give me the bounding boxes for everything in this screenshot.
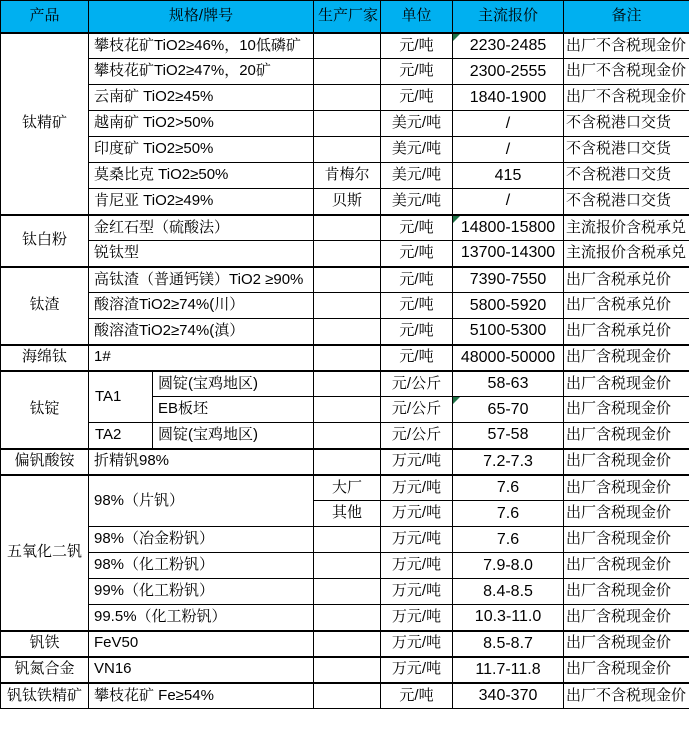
excel-error-flag-icon [453, 216, 460, 223]
note-cell[interactable]: 出厂含税现金价 [564, 449, 689, 475]
note-cell[interactable]: 主流报价含税承兑 [564, 215, 689, 241]
note-cell[interactable]: 出厂含税承兑价 [564, 267, 689, 293]
spec-cell[interactable]: 1# [89, 345, 314, 371]
vendor-cell[interactable] [314, 579, 381, 605]
spec-cell[interactable]: 肯尼亚 TiO2≥49% [89, 189, 314, 215]
grade-cell[interactable]: TA1 [89, 371, 153, 423]
unit-cell[interactable]: 元/吨 [381, 215, 453, 241]
price-cell[interactable]: 7.2-7.3 [453, 449, 564, 475]
table-row [1, 163, 689, 189]
product-cell[interactable]: 钒铁 [1, 631, 89, 657]
excel-error-flag-icon [453, 34, 460, 41]
unit-cell[interactable]: 元/吨 [381, 267, 453, 293]
vendor-cell[interactable] [314, 371, 381, 397]
note-cell[interactable]: 出厂含税现金价 [564, 657, 689, 683]
price-cell[interactable]: 2300-2555 [453, 59, 564, 85]
table-row [1, 605, 689, 631]
unit-cell[interactable]: 万元/吨 [381, 605, 453, 631]
unit-cell[interactable]: 元/吨 [381, 683, 453, 709]
price-value: 2230-2485 [469, 36, 547, 54]
price-cell[interactable]: 58-63 [453, 371, 564, 397]
unit-cell[interactable]: 元/公斤 [381, 423, 453, 449]
vendor-cell[interactable]: 大厂 [314, 475, 381, 501]
price-cell[interactable] [453, 397, 564, 423]
spec-cell[interactable]: 酸溶渣TiO2≥74%(川） [89, 293, 314, 319]
note-cell[interactable]: 出厂含税现金价 [564, 631, 689, 657]
price-cell[interactable]: 8.4-8.5 [453, 579, 564, 605]
vendor-cell[interactable]: 其他 [314, 501, 381, 527]
price-cell[interactable]: 5800-5920 [453, 293, 564, 319]
product-cell[interactable]: 五氧化二钒 [1, 475, 89, 631]
note-cell[interactable]: 出厂含税现金价 [564, 475, 689, 501]
table-row [1, 293, 689, 319]
spec-cell[interactable]: 折精钒98% [89, 449, 314, 475]
unit-cell[interactable]: 元/吨 [381, 319, 453, 345]
header-spec[interactable]: 规格/牌号 [89, 1, 314, 33]
table-row [1, 423, 689, 449]
table-row [1, 111, 689, 137]
price-cell[interactable]: 7.6 [453, 501, 564, 527]
unit-cell[interactable]: 美元/吨 [381, 163, 453, 189]
note-cell[interactable]: 出厂含税现金价 [564, 527, 689, 553]
table-row [1, 137, 689, 163]
spec-cell[interactable]: 攀枝花矿TiO2≥46%，10低磷矿 [89, 33, 314, 59]
spec-cell[interactable]: 圆锭(宝鸡地区) [153, 371, 314, 397]
spec-cell[interactable]: 99.5%（化工粉钒） [89, 605, 314, 631]
note-cell[interactable]: 不含税港口交货 [564, 163, 689, 189]
table-row [1, 33, 689, 59]
vendor-cell[interactable] [314, 267, 381, 293]
unit-cell[interactable]: 元/吨 [381, 85, 453, 111]
spec-cell[interactable]: 金红石型（硫酸法） [89, 215, 314, 241]
table-row [1, 449, 689, 475]
price-cell[interactable]: 340-370 [453, 683, 564, 709]
price-cell[interactable]: 8.5-8.7 [453, 631, 564, 657]
vendor-cell[interactable]: 肯梅尔 [314, 163, 381, 189]
table-row [1, 553, 689, 579]
spec-cell[interactable]: 98%（片钒） [89, 475, 314, 527]
price-cell[interactable] [453, 215, 564, 241]
unit-cell[interactable]: 万元/吨 [381, 527, 453, 553]
table-row [1, 657, 689, 683]
table-row [1, 267, 689, 293]
vendor-cell[interactable] [314, 449, 381, 475]
vendor-cell[interactable] [314, 527, 381, 553]
note-cell[interactable]: 不含税港口交货 [564, 137, 689, 163]
note-cell[interactable]: 不含税港口交货 [564, 189, 689, 215]
vendor-cell[interactable] [314, 631, 381, 657]
table-row [1, 345, 689, 371]
note-cell[interactable]: 出厂不含税现金价 [564, 683, 689, 709]
price-cell[interactable]: 415 [453, 163, 564, 189]
vendor-cell[interactable] [314, 111, 381, 137]
price-cell[interactable]: 10.3-11.0 [453, 605, 564, 631]
price-cell[interactable]: 1840-1900 [453, 85, 564, 111]
price-cell[interactable]: 11.7-11.8 [453, 657, 564, 683]
price-cell[interactable]: 13700-14300 [453, 241, 564, 267]
vendor-cell[interactable] [314, 319, 381, 345]
price-cell[interactable]: 48000-50000 [453, 345, 564, 371]
price-cell[interactable]: 57-58 [453, 423, 564, 449]
product-cell[interactable]: 海绵钛 [1, 345, 89, 371]
spec-cell[interactable]: 锐钛型 [89, 241, 314, 267]
vendor-cell[interactable] [314, 423, 381, 449]
spec-cell[interactable]: 攀枝花矿TiO2≥47%，20矿 [89, 59, 314, 85]
header-note[interactable]: 备注 [564, 1, 689, 33]
unit-cell[interactable]: 美元/吨 [381, 137, 453, 163]
note-cell[interactable]: 出厂含税现金价 [564, 579, 689, 605]
spec-cell[interactable]: 越南矿 TiO2>50% [89, 111, 314, 137]
price-cell[interactable]: 7.6 [453, 475, 564, 501]
note-cell[interactable]: 不含税港口交货 [564, 111, 689, 137]
unit-cell[interactable]: 万元/吨 [381, 501, 453, 527]
product-cell[interactable]: 钒氮合金 [1, 657, 89, 683]
product-cell[interactable]: 钛渣 [1, 267, 89, 345]
table-row [1, 59, 689, 85]
note-cell[interactable]: 出厂含税现金价 [564, 605, 689, 631]
price-cell[interactable]: 7390-7550 [453, 267, 564, 293]
spec-cell[interactable]: 云南矿 TiO2≥45% [89, 85, 314, 111]
unit-cell[interactable]: 万元/吨 [381, 449, 453, 475]
note-cell[interactable]: 出厂含税现金价 [564, 345, 689, 371]
spec-cell[interactable]: VN16 [89, 657, 314, 683]
spec-cell[interactable]: 高钛渣（普通钙镁）TiO2 ≥90% [89, 267, 314, 293]
spec-cell[interactable]: 攀枝花矿 Fe≥54% [89, 683, 314, 709]
product-cell[interactable]: 钛白粉 [1, 215, 89, 267]
price-cell[interactable]: 5100-5300 [453, 319, 564, 345]
unit-cell[interactable]: 万元/吨 [381, 475, 453, 501]
price-cell[interactable]: / [453, 189, 564, 215]
vendor-cell[interactable] [314, 33, 381, 59]
table-row [1, 475, 689, 501]
price-cell[interactable]: 7.9-8.0 [453, 553, 564, 579]
note-cell[interactable]: 出厂不含税现金价 [564, 33, 689, 59]
price-cell[interactable]: / [453, 137, 564, 163]
vendor-cell[interactable] [314, 683, 381, 709]
note-cell[interactable]: 出厂含税承兑价 [564, 293, 689, 319]
unit-cell[interactable]: 元/吨 [381, 293, 453, 319]
note-cell[interactable]: 出厂含税现金价 [564, 397, 689, 423]
table-row [1, 215, 689, 241]
vendor-cell[interactable] [314, 345, 381, 371]
vendor-cell[interactable] [314, 605, 381, 631]
header-price[interactable]: 主流报价 [453, 1, 564, 33]
header-product[interactable]: 产品 [1, 1, 89, 33]
table-row [1, 371, 689, 397]
price-value: 14800-15800 [460, 218, 556, 236]
unit-cell[interactable]: 美元/吨 [381, 189, 453, 215]
unit-cell[interactable]: 元/吨 [381, 33, 453, 59]
vendor-cell[interactable] [314, 293, 381, 319]
price-cell[interactable]: 7.6 [453, 527, 564, 553]
vendor-cell[interactable] [314, 397, 381, 423]
vendor-cell[interactable] [314, 85, 381, 111]
spec-cell[interactable]: FeV50 [89, 631, 314, 657]
note-cell[interactable]: 主流报价含税承兑 [564, 241, 689, 267]
spec-cell[interactable]: 99%（化工粉钒） [89, 579, 314, 605]
unit-cell[interactable]: 万元/吨 [381, 631, 453, 657]
note-cell[interactable]: 出厂含税现金价 [564, 553, 689, 579]
spec-cell[interactable]: 98%（冶金粉钒） [89, 527, 314, 553]
unit-cell[interactable]: 美元/吨 [381, 111, 453, 137]
note-cell[interactable]: 出厂含税承兑价 [564, 319, 689, 345]
unit-cell[interactable]: 元/公斤 [381, 371, 453, 397]
header-unit[interactable]: 单位 [381, 1, 453, 33]
excel-error-flag-icon [453, 397, 460, 404]
table-row [1, 631, 689, 657]
header-row [1, 1, 689, 33]
unit-cell[interactable]: 元/吨 [381, 59, 453, 85]
product-cell[interactable]: 钛锭 [1, 371, 89, 449]
table-row [1, 579, 689, 605]
table-row [1, 85, 689, 111]
price-cell[interactable]: / [453, 111, 564, 137]
table-row [1, 241, 689, 267]
grade-cell[interactable]: TA2 [89, 423, 153, 449]
vendor-cell[interactable] [314, 553, 381, 579]
vendor-cell[interactable] [314, 59, 381, 85]
table-row [1, 319, 689, 345]
product-cell[interactable]: 偏钒酸铵 [1, 449, 89, 475]
unit-cell[interactable]: 万元/吨 [381, 553, 453, 579]
vendor-cell[interactable] [314, 657, 381, 683]
vendor-cell[interactable] [314, 241, 381, 267]
table-row [1, 189, 689, 215]
product-cell[interactable]: 钒钛铁精矿 [1, 683, 89, 709]
spec-cell[interactable]: 印度矿 TiO2≥50% [89, 137, 314, 163]
price-cell[interactable] [453, 33, 564, 59]
table-row [1, 527, 689, 553]
spec-cell[interactable]: EB板坯 [153, 397, 314, 423]
note-cell[interactable]: 出厂含税现金价 [564, 371, 689, 397]
spec-cell[interactable]: 98%（化工粉钒） [89, 553, 314, 579]
unit-cell[interactable]: 万元/吨 [381, 657, 453, 683]
note-cell[interactable]: 出厂不含税现金价 [564, 85, 689, 111]
note-cell[interactable]: 出厂不含税现金价 [564, 59, 689, 85]
spec-cell[interactable]: 莫桑比克 TiO2≥50% [89, 163, 314, 189]
note-cell[interactable]: 出厂含税现金价 [564, 423, 689, 449]
spec-cell[interactable]: 酸溶渣TiO2≥74%(滇） [89, 319, 314, 345]
table-row [1, 683, 689, 709]
header-vendor[interactable]: 生产厂家 [314, 1, 381, 33]
product-cell[interactable]: 钛精矿 [1, 33, 89, 215]
price-value: 65-70 [487, 400, 529, 418]
unit-cell[interactable]: 万元/吨 [381, 579, 453, 605]
vendor-cell[interactable] [314, 215, 381, 241]
unit-cell[interactable]: 元/吨 [381, 241, 453, 267]
vendor-cell[interactable]: 贝斯 [314, 189, 381, 215]
vendor-cell[interactable] [314, 137, 381, 163]
unit-cell[interactable]: 元/吨 [381, 345, 453, 371]
unit-cell[interactable]: 元/公斤 [381, 397, 453, 423]
note-cell[interactable]: 出厂含税现金价 [564, 501, 689, 527]
spec-cell[interactable]: 圆锭(宝鸡地区) [153, 423, 314, 449]
